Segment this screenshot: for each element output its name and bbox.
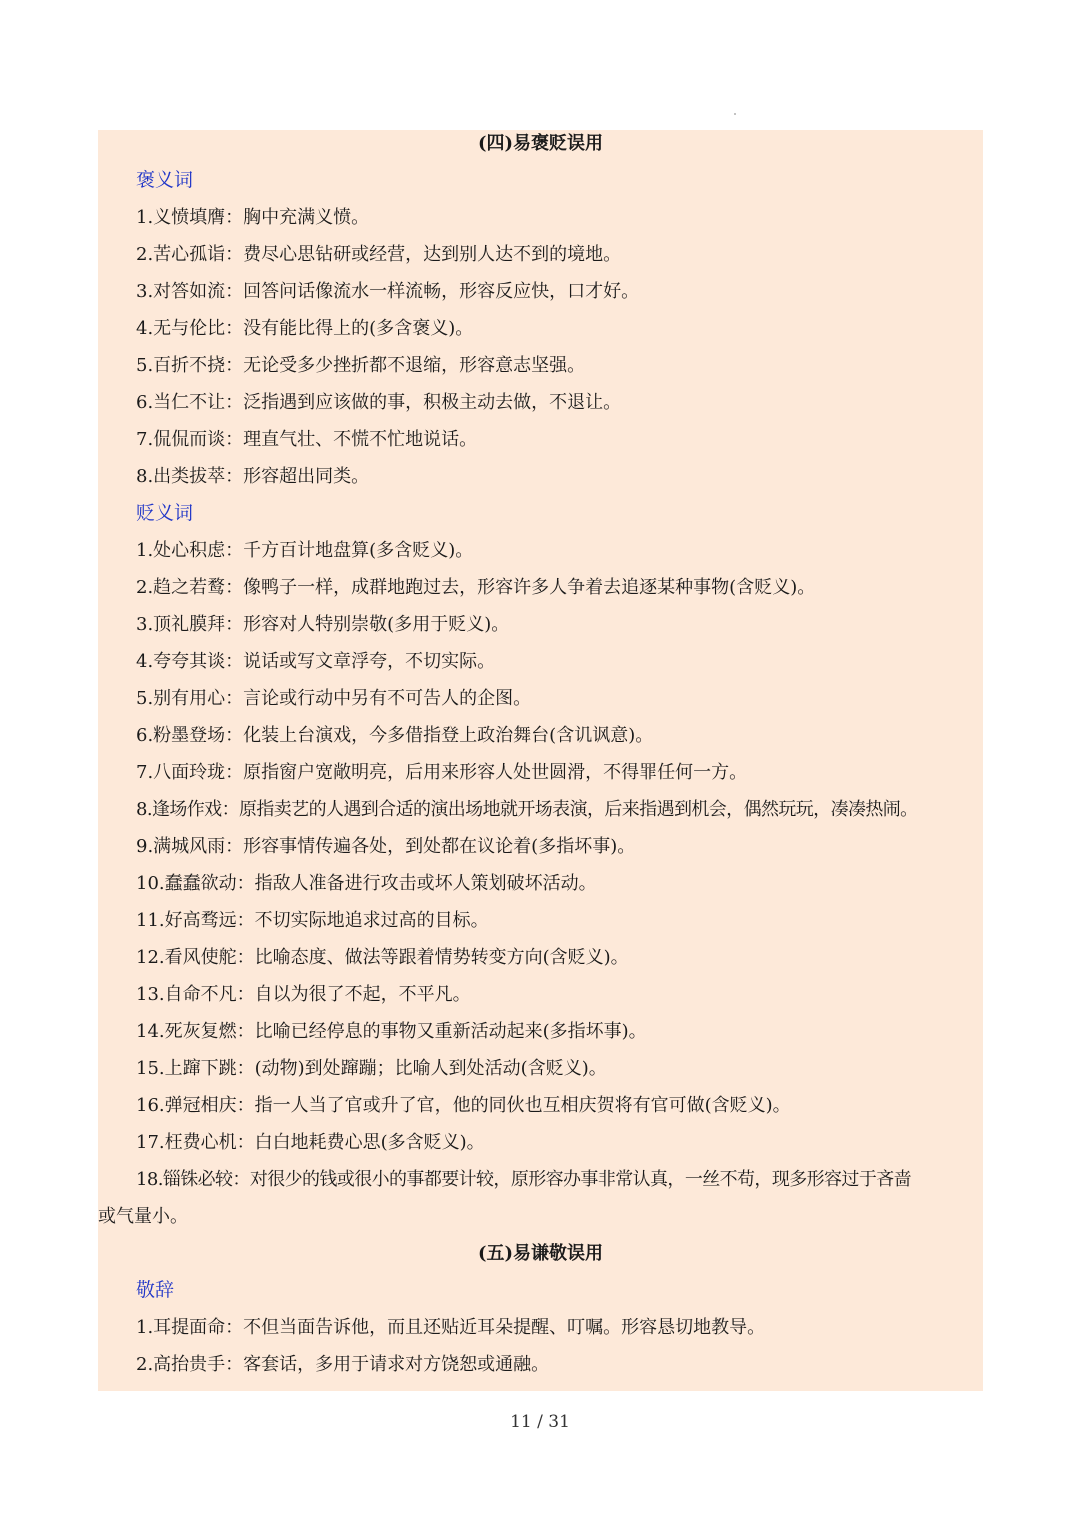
list-item: 1.义愤填膺：胸中充满义愤。 bbox=[136, 207, 370, 228]
list-item: 7.八面玲珑：原指窗户宽敞明亮，后用来形容人处世圆滑，不得罪任何一方。 bbox=[136, 762, 748, 783]
list-item: 1.处心积虑：千方百计地盘算(多含贬义)。 bbox=[136, 540, 474, 561]
list-item: 5.百折不挠：无论受多少挫折都不退缩，形容意志坚强。 bbox=[136, 355, 586, 376]
list-item: 11.好高骛远：不切实际地追求过高的目标。 bbox=[136, 910, 489, 931]
section-title: (四)易褒贬误用 bbox=[477, 133, 604, 154]
group-heading: 褒义词 bbox=[136, 169, 194, 191]
page-number: 11 / 31 bbox=[510, 1412, 570, 1432]
list-item: 4.夸夸其谈：说话或写文章浮夸，不切实际。 bbox=[136, 651, 496, 672]
list-item: 2.高抬贵手：客套话，多用于请求对方饶恕或通融。 bbox=[136, 1354, 550, 1375]
list-item: 12.看风使舵：比喻态度、做法等跟着情势转变方向(含贬义)。 bbox=[136, 947, 629, 968]
list-item: 10.蠢蠢欲动：指敌人准备进行攻击或坏人策划破坏活动。 bbox=[136, 873, 597, 894]
list-item: 14.死灰复燃：比喻已经停息的事物又重新活动起来(多指坏事)。 bbox=[136, 1021, 647, 1042]
list-item: 8.逢场作戏：原指卖艺的人遇到合适的演出场地就开场表演，后来指遇到机会，偶然玩玩，凑凑热闹。 bbox=[136, 799, 918, 820]
list-item: 8.出类拔萃：形容超出同类。 bbox=[136, 466, 370, 487]
list-item: 9.满城风雨：形容事情传遍各处，到处都在议论着(多指坏事)。 bbox=[136, 836, 636, 857]
section-title: (五)易谦敬误用 bbox=[477, 1243, 604, 1264]
list-item: 1.耳提面命：不但当面告诉他，而且还贴近耳朵提醒、叮嘱。形容恳切地教导。 bbox=[136, 1317, 766, 1338]
list-item: 15.上蹿下跳：(动物)到处蹿蹦；比喻人到处活动(含贬义)。 bbox=[136, 1058, 607, 1079]
list-item: 4.无与伦比：没有能比得上的(多含褒义)。 bbox=[136, 318, 474, 339]
list-item: 13.自命不凡：自以为很了不起，不平凡。 bbox=[136, 984, 471, 1005]
list-item: 6.粉墨登场：化装上台演戏，今多借指登上政治舞台(含讥讽意)。 bbox=[136, 725, 654, 746]
group-heading: 敬辞 bbox=[136, 1279, 175, 1301]
list-item: 5.别有用心：言论或行动中另有不可告人的企图。 bbox=[136, 688, 532, 709]
list-item: 2.趋之若鹜：像鸭子一样，成群地跑过去，形容许多人争着去追逐某种事物(含贬义)。 bbox=[136, 577, 816, 598]
list-item: 17.枉费心机：白白地耗费心思(多含贬义)。 bbox=[136, 1132, 485, 1153]
group-heading: 贬义词 bbox=[136, 502, 194, 524]
list-item: 18.锱铢必较：对很少的钱或很小的事都要计较，原形容办事非常认真，一丝不苟，现多形容过于吝啬 bbox=[136, 1169, 912, 1190]
content-panel bbox=[98, 130, 983, 1391]
list-item: 6.当仁不让：泛指遇到应该做的事，积极主动去做，不退让。 bbox=[136, 392, 622, 413]
list-item: 7.侃侃而谈：理直气壮、不慌不忙地说话。 bbox=[136, 429, 478, 450]
list-item: 3.顶礼膜拜：形容对人特别崇敬(多用于贬义)。 bbox=[136, 614, 510, 635]
list-item: 3.对答如流：回答问话像流水一样流畅，形容反应快，口才好。 bbox=[136, 281, 640, 302]
list-item: 2.苦心孤诣：费尽心思钻研或经营，达到别人达不到的境地。 bbox=[136, 244, 622, 265]
scan-dot bbox=[734, 113, 736, 115]
list-item-continuation: 或气量小。 bbox=[98, 1206, 188, 1227]
list-item: 16.弹冠相庆：指一人当了官或升了官，他的同伙也互相庆贺将有官可做(含贬义)。 bbox=[136, 1095, 791, 1116]
